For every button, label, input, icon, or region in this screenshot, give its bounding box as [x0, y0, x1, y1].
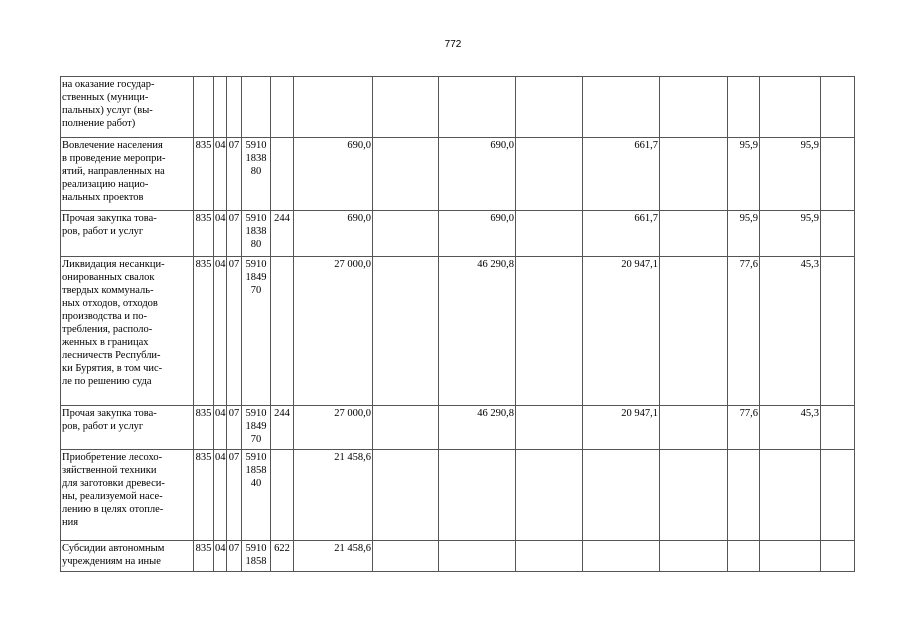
ved-code-cell: 835 [194, 450, 214, 541]
expense-type-cell [271, 450, 294, 541]
table-row [61, 77, 855, 138]
value-cell-4 [516, 257, 583, 406]
value-cell-3: 690,0 [439, 211, 516, 257]
value-cell-3 [439, 541, 516, 572]
value-cell-1: 690,0 [294, 211, 373, 257]
ved-code-cell [194, 77, 214, 138]
target-article-cell: 5910 1858 40 [242, 450, 271, 541]
expense-type-cell [271, 257, 294, 406]
value-cell-5: 661,7 [583, 138, 660, 211]
row-name-cell: Субсидии автономным учреждениям на иные [61, 541, 194, 572]
value-cell-5: 661,7 [583, 211, 660, 257]
row-name-cell: Вовлечение населения в проведение меропри- ятий, направленных на реализацию нацио- нальных проектов [61, 138, 194, 211]
value-cell-2 [373, 406, 439, 450]
value-cell-3: 690,0 [439, 138, 516, 211]
value-cell-1: 21 458,6 [294, 450, 373, 541]
value-cell-3 [439, 77, 516, 138]
value-cell-7: 95,9 [728, 138, 760, 211]
target-article-cell: 5910 1838 80 [242, 211, 271, 257]
section-code-cell [214, 77, 227, 138]
section-code-cell: 04 [214, 257, 227, 406]
row-name-cell: на оказание государ- ственных (муници- пальных) услуг (вы- полнение работ) [61, 77, 194, 138]
value-cell-3 [439, 450, 516, 541]
row-name-cell: Приобретение лесохо- зяйственной техники для заготовки древеси- ны, реализуемой насе- лению в целях отопле- ния [61, 450, 194, 541]
target-article-cell: 5910 1838 80 [242, 138, 271, 211]
value-cell-2 [373, 541, 439, 572]
section-code-cell: 04 [214, 450, 227, 541]
value-cell-8: 45,3 [760, 257, 821, 406]
value-cell-1: 21 458,6 [294, 541, 373, 572]
value-cell-9 [821, 406, 855, 450]
table-row [61, 138, 855, 211]
ved-code-cell: 835 [194, 257, 214, 406]
budget-table [60, 76, 855, 572]
target-article-cell: 5910 1858 [242, 541, 271, 572]
expense-type-cell [271, 138, 294, 211]
value-cell-1 [294, 77, 373, 138]
expense-type-cell: 622 [271, 541, 294, 572]
value-cell-7: 77,6 [728, 257, 760, 406]
value-cell-2 [373, 450, 439, 541]
value-cell-1: 27 000,0 [294, 406, 373, 450]
value-cell-6 [660, 77, 728, 138]
value-cell-6 [660, 450, 728, 541]
table-row [61, 257, 855, 406]
value-cell-1: 27 000,0 [294, 257, 373, 406]
target-article-cell: 5910 1849 70 [242, 406, 271, 450]
ved-code-cell: 835 [194, 541, 214, 572]
value-cell-5 [583, 77, 660, 138]
value-cell-1: 690,0 [294, 138, 373, 211]
value-cell-6 [660, 541, 728, 572]
section-code-cell: 04 [214, 406, 227, 450]
value-cell-4 [516, 138, 583, 211]
table-row [61, 450, 855, 541]
value-cell-5: 20 947,1 [583, 406, 660, 450]
value-cell-5: 20 947,1 [583, 257, 660, 406]
target-article-cell: 5910 1849 70 [242, 257, 271, 406]
value-cell-8 [760, 450, 821, 541]
section-code-cell: 04 [214, 211, 227, 257]
value-cell-4 [516, 406, 583, 450]
table-row [61, 541, 855, 572]
value-cell-6 [660, 138, 728, 211]
value-cell-9 [821, 541, 855, 572]
value-cell-9 [821, 138, 855, 211]
value-cell-5 [583, 541, 660, 572]
subsection-code-cell [227, 77, 242, 138]
value-cell-2 [373, 257, 439, 406]
section-code-cell: 04 [214, 541, 227, 572]
value-cell-9 [821, 257, 855, 406]
subsection-code-cell: 07 [227, 541, 242, 572]
value-cell-4 [516, 211, 583, 257]
value-cell-8 [760, 77, 821, 138]
value-cell-8: 45,3 [760, 406, 821, 450]
value-cell-6 [660, 211, 728, 257]
value-cell-7 [728, 77, 760, 138]
value-cell-4 [516, 541, 583, 572]
value-cell-2 [373, 77, 439, 138]
value-cell-9 [821, 77, 855, 138]
value-cell-4 [516, 450, 583, 541]
value-cell-5 [583, 450, 660, 541]
value-cell-3: 46 290,8 [439, 406, 516, 450]
value-cell-6 [660, 406, 728, 450]
subsection-code-cell: 07 [227, 450, 242, 541]
row-name-cell: Ликвидация несанкци- онированных свалок твердых коммуналь- ных отходов, отходов производства и по- требления, располо- женных в границах лесничеств Республи- ки Бурятия, в том чис- ле по решению суда [61, 257, 194, 406]
value-cell-3: 46 290,8 [439, 257, 516, 406]
table-row [61, 406, 855, 450]
expense-type-cell: 244 [271, 211, 294, 257]
value-cell-7: 77,6 [728, 406, 760, 450]
value-cell-8: 95,9 [760, 211, 821, 257]
value-cell-6 [660, 257, 728, 406]
page-number: 772 [444, 39, 462, 50]
value-cell-8: 95,9 [760, 138, 821, 211]
value-cell-8 [760, 541, 821, 572]
table-row [61, 211, 855, 257]
value-cell-2 [373, 138, 439, 211]
value-cell-4 [516, 77, 583, 138]
value-cell-7 [728, 450, 760, 541]
row-name-cell: Прочая закупка това- ров, работ и услуг [61, 211, 194, 257]
subsection-code-cell: 07 [227, 406, 242, 450]
value-cell-7 [728, 541, 760, 572]
value-cell-9 [821, 450, 855, 541]
value-cell-9 [821, 211, 855, 257]
subsection-code-cell: 07 [227, 138, 242, 211]
subsection-code-cell: 07 [227, 257, 242, 406]
row-name-cell: Прочая закупка това- ров, работ и услуг [61, 406, 194, 450]
ved-code-cell: 835 [194, 138, 214, 211]
expense-type-cell: 244 [271, 406, 294, 450]
ved-code-cell: 835 [194, 406, 214, 450]
ved-code-cell: 835 [194, 211, 214, 257]
subsection-code-cell: 07 [227, 211, 242, 257]
target-article-cell [242, 77, 271, 138]
value-cell-2 [373, 211, 439, 257]
section-code-cell: 04 [214, 138, 227, 211]
value-cell-7: 95,9 [728, 211, 760, 257]
table-body [61, 77, 855, 572]
expense-type-cell [271, 77, 294, 138]
